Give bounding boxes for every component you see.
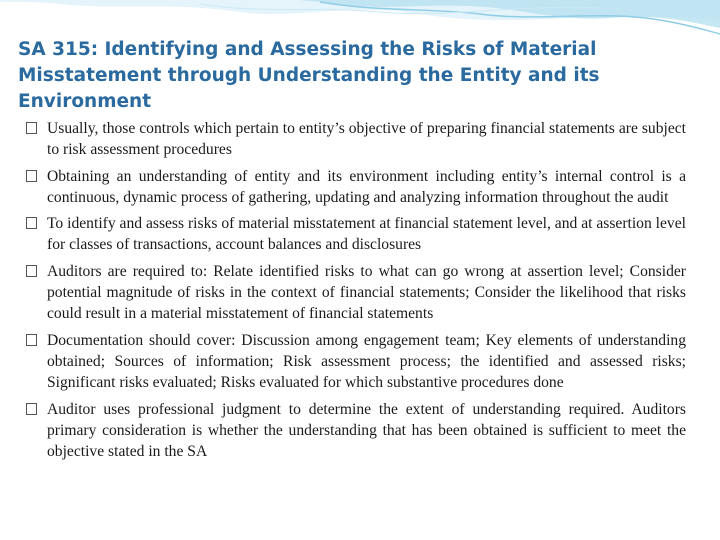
bullet-text: To identify and assess risks of material misstatement at financial statement level, and at assertion level for classes of transactions, account balances and disclosures (47, 215, 686, 254)
bullet-text: Usually, those controls which pertain to entity’s objective of preparing financial statements are subject to risk assessment procedures (47, 120, 686, 159)
bullet-box-icon (26, 217, 37, 229)
bullet-item (26, 166, 686, 209)
bullet-item (26, 118, 686, 161)
title-line: Environment (18, 91, 152, 112)
title-line: Misstatement through Understanding the Entity and its (18, 65, 600, 86)
bullet-list (26, 118, 686, 467)
bullet-box-icon (26, 122, 37, 134)
bullet-box-icon (26, 265, 37, 277)
bullet-text: Auditors are required to: Relate identified risks to what can go wrong at assertion level; Consider potential magnitude of risks in the context of financial statements; Consider the likelihood that risks could result in a material misstatement of financial statements (47, 262, 686, 323)
bullet-text: Auditor uses professional judgment to determine the extent of understanding required. Auditors primary consideration is whether the understanding that has been obtained is sufficient to meet the objective stated in the SA (47, 400, 686, 461)
bullet-text: Documentation should cover: Discussion among engagement team; Key elements of understanding obtained; Sources of information; Risk assessment process; the identified and assessed risks; Significant risks evaluated; Risks evaluated for which substantive procedures done (47, 331, 686, 392)
slide-title (18, 37, 698, 115)
bullet-item (26, 213, 686, 256)
bullet-text: Obtaining an understanding of entity and its environment including entity’s internal control is a continuous, dynamic process of gathering, updating and analyzing information throughout the audit (47, 167, 686, 206)
bullet-item (26, 399, 686, 463)
title-line: SA 315: Identifying and Assessing the Risks of Material (18, 39, 597, 60)
bullet-box-icon (26, 170, 37, 182)
bullet-item (26, 330, 686, 394)
bullet-box-icon (26, 334, 37, 346)
bullet-box-icon (26, 403, 37, 415)
bullet-item (26, 261, 686, 325)
